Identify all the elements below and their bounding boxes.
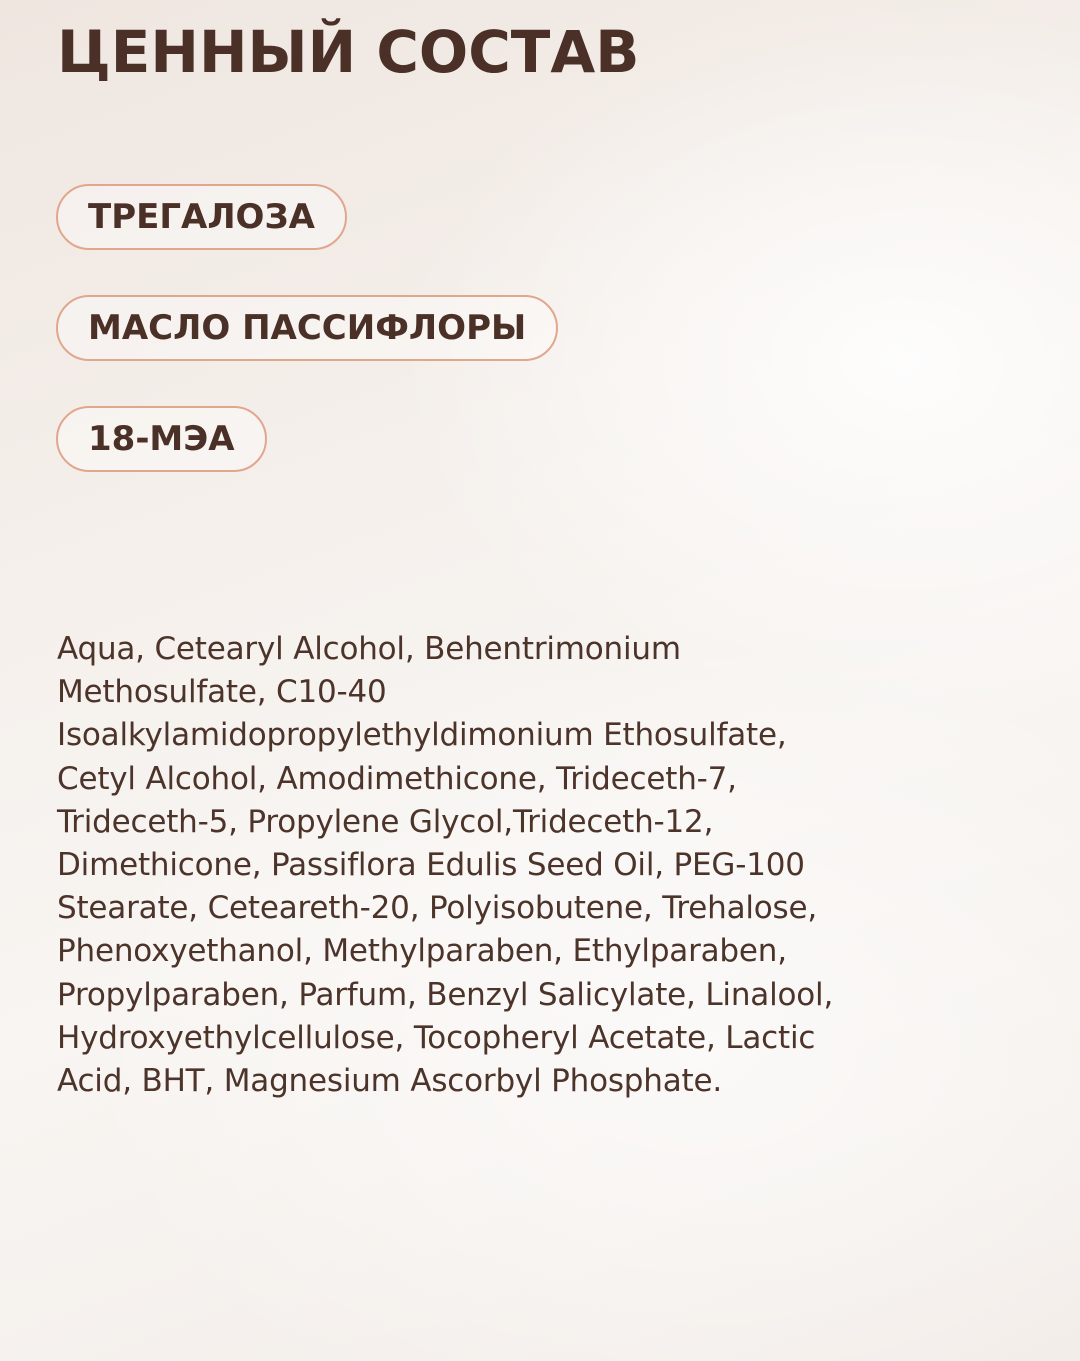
ingredients-line: Propylparaben, Parfum, Benzyl Salicylate, Linalool, bbox=[57, 976, 834, 1013]
tag-passionflower-oil: МАСЛО ПАССИФЛОРЫ bbox=[56, 295, 558, 361]
tag-18-mea: 18-МЭА bbox=[56, 406, 267, 472]
page-title: ЦЕННЫЙ СОСТАВ bbox=[57, 18, 640, 86]
ingredient-tags bbox=[56, 184, 558, 517]
ingredients-list bbox=[57, 628, 977, 1103]
ingredients-line: Dimethicone, Passiflora Edulis Seed Oil, PEG-100 bbox=[57, 847, 805, 884]
tag-trehalose: ТРЕГАЛОЗА bbox=[56, 184, 347, 250]
ingredients-line: Stearate, Ceteareth-20, Polyisobutene, Trehalose, bbox=[57, 890, 818, 927]
ingredients-line: Aqua, Cetearyl Alcohol, Behentrimonium bbox=[57, 631, 681, 667]
ingredients-line: Trideceth-5, Propylene Glycol,Trideceth-12, bbox=[57, 803, 714, 840]
ingredients-line: Methosulfate, C10-40 bbox=[57, 674, 387, 711]
ingredients-line: Acid, BHT, Magnesium Ascorbyl Phosphate. bbox=[57, 1063, 722, 1100]
ingredients-line: Isoalkylamidopropylethyldimonium Ethosulfate, bbox=[57, 717, 787, 754]
ingredients-line: Hydroxyethylcellulose, Tocopheryl Acetate, Lactic bbox=[57, 1019, 816, 1056]
ingredients-line: Cetyl Alcohol, Amodimethicone, Trideceth-7, bbox=[57, 760, 737, 797]
ingredients-line: Phenoxyethanol, Methylparaben, Ethylparaben, bbox=[57, 933, 787, 970]
